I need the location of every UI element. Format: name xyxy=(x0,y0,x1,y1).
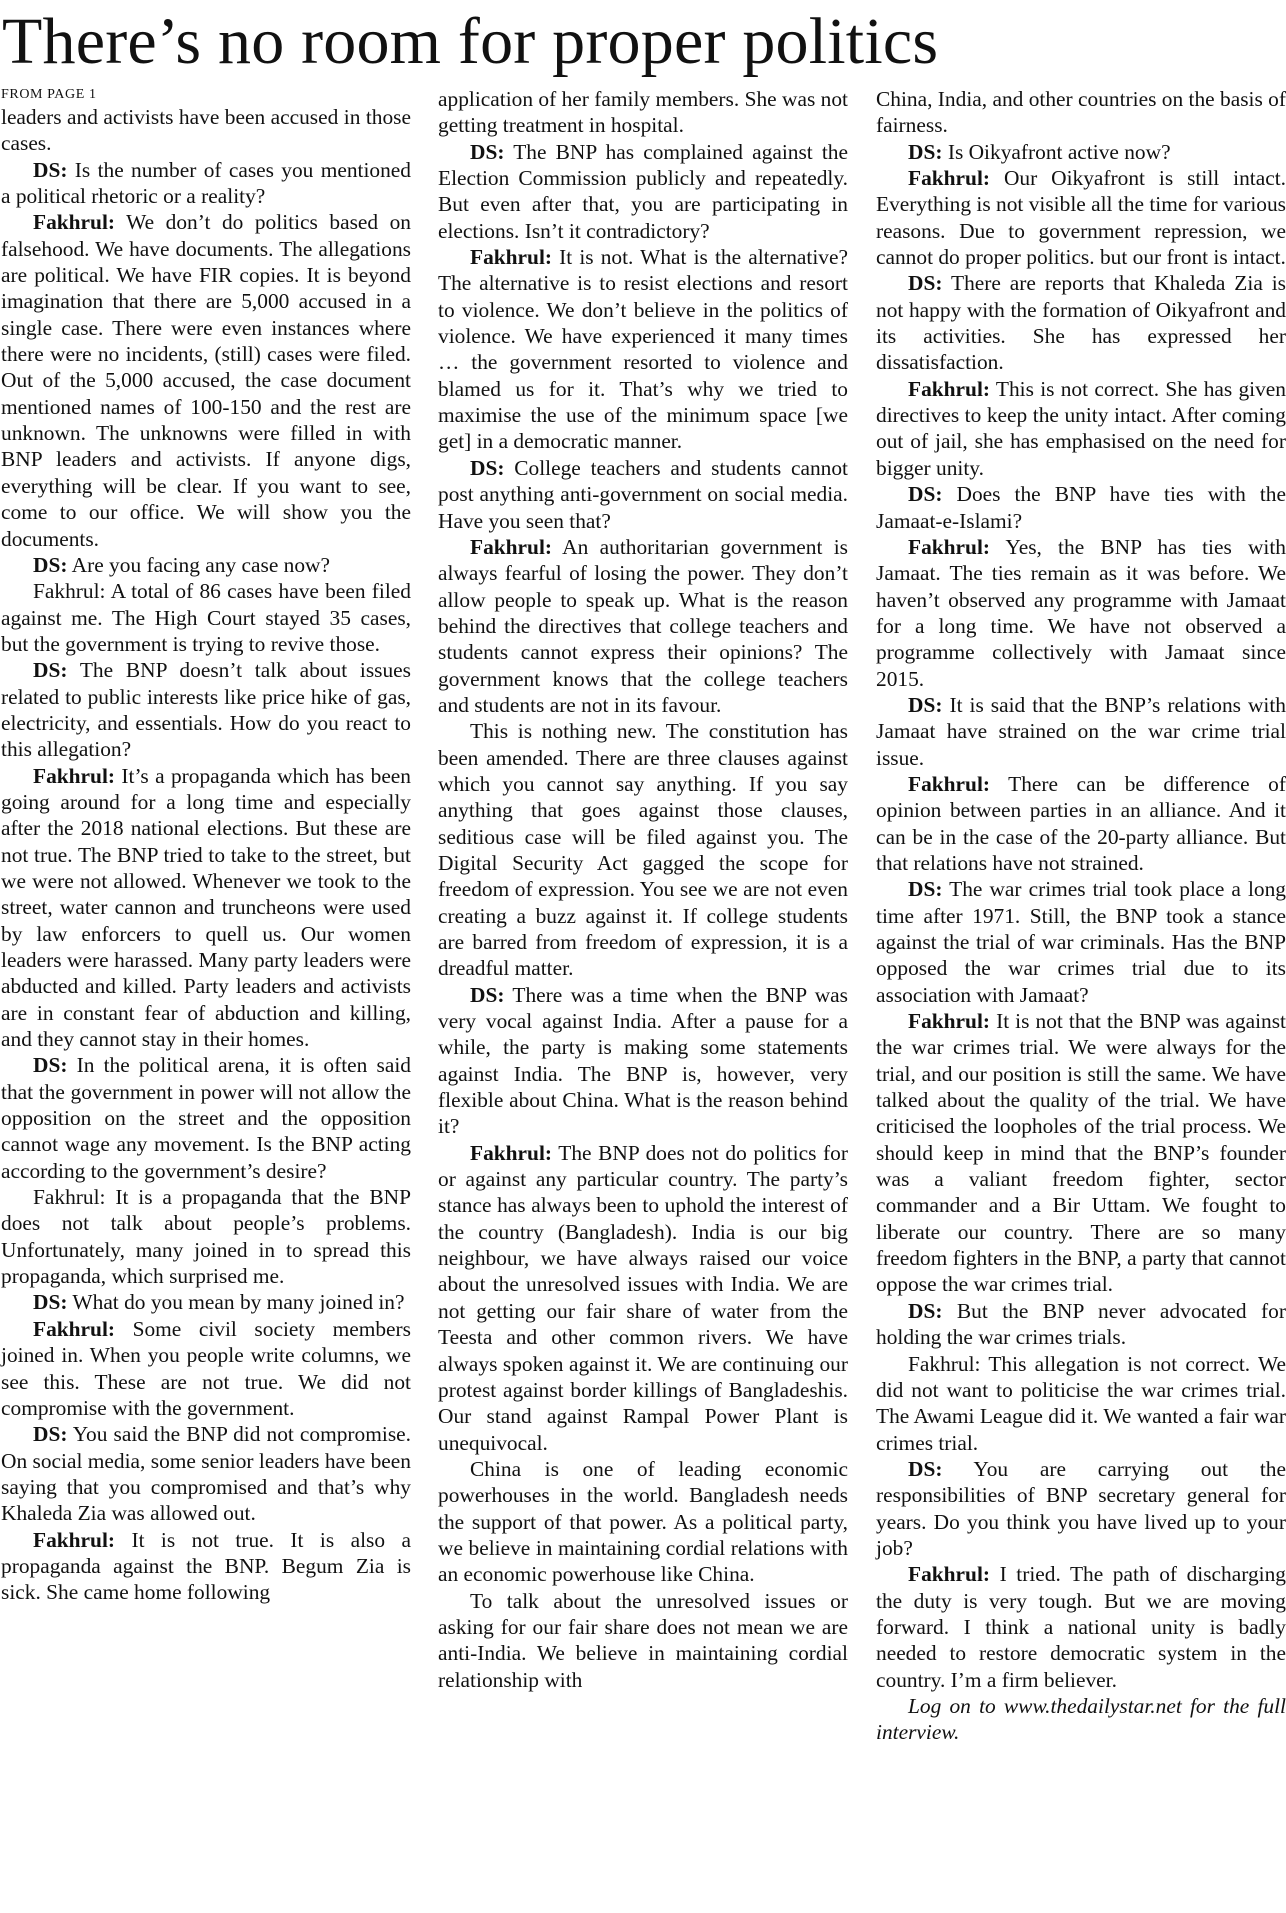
article-paragraph xyxy=(876,876,1286,1008)
speaker-label: Fakhrul: xyxy=(470,1140,553,1165)
paragraph-text: What do you mean by many joined in? xyxy=(67,1290,405,1315)
speaker-label: DS: xyxy=(33,1053,68,1078)
article-paragraph xyxy=(876,139,1286,165)
speaker-label: DS: xyxy=(470,982,505,1007)
speaker-label: Fakhrul: xyxy=(33,210,116,235)
paragraph-text: There was a time when the BNP was very vocal against India. After a pause for a while, the party is making some statements against India. The BNP is, however, very flexible about China. What is the reason behind it? xyxy=(438,982,848,1139)
article-paragraph xyxy=(438,244,848,455)
paragraph-text: China is one of leading economic powerhouses in the world. Bangladesh needs the support of that power. As a political party, we believe in maintaining cordial relations with an economic powerhouse like China. xyxy=(438,1456,848,1587)
paragraph-text: Is Oikyafront active now? xyxy=(942,139,1171,164)
speaker-label: Fakhrul: xyxy=(33,763,116,788)
paragraph-text: Fakhrul: It is a propaganda that the BNP does not talk about people’s problems. Unfortunately, many joined in to spread this propaganda, which surprised me. xyxy=(1,1185,411,1289)
paragraph-text: Is the number of cases you mentioned a political rhetoric or a reality? xyxy=(1,157,411,209)
speaker-label: Fakhrul: xyxy=(908,771,991,796)
speaker-label: DS: xyxy=(470,455,505,480)
article-column-1 xyxy=(1,86,411,1606)
paragraph-text: leaders and activists have been accused in those cases. xyxy=(1,105,411,156)
paragraph-text: application of her family members. She was not getting treatment in hospital. xyxy=(438,87,848,138)
paragraph-text: It is not. What is the alternative? The alternative is to resist elections and resort to violence. We don’t believe in the politics of violence. We have experienced it many times … the government resorted to violence and blamed us for it. That’s why we tried to maximise the use of the minimum space [we get] in a democratic manner. xyxy=(438,245,848,454)
paragraph-text: Some civil society members joined in. When you people write columns, we see this. These are not true. We did not compromise with the government. xyxy=(1,1316,411,1420)
paragraph-text: The BNP does not do politics for or against any particular country. The party’s stance has always been to uphold the interest of the country (Bangladesh). India is our big neighbour, we have always raised our voice about the unresolved issues with India. We are not getting our fair share of water from the Teesta and other common rivers. We have always spoken against it. We are continuing our protest against border killings of Bangladeshis. Our stand against Rampal Power Plant is unequivocal. xyxy=(438,1140,848,1455)
paragraph-text: We don’t do politics based on falsehood. We have documents. The allegations are political. We have FIR copies. It is beyond imagination that there are 5,000 accused in a single case. There were even instances where there were no incidents, (still) cases were filed. Out of the 5,000 accused, the case document mentioned names of 100-150 and the rest are unknown. The unknowns were filled in with BNP leaders and activists. If anyone digs, everything will be clear. If you want to see, come to our office. We will show you the documents. xyxy=(1,210,411,551)
article-paragraph xyxy=(876,1298,1286,1351)
paragraph-text: This is nothing new. The constitution has been amended. There are three clauses against which you cannot say anything. If you say anything that goes against those clauses, seditious case will be filed against you. The Digital Security Act gagged the scope for freedom of expression. You see we are not even creating a buzz against it. If college students are barred from freedom of expression, it is a dreadful matter. xyxy=(438,719,848,981)
speaker-label: DS: xyxy=(908,877,943,902)
paragraph-text: I tried. The path of discharging the duty is very tough. But we are moving forward. I think a national unity is badly needed to restore democratic system in the country. I’m a firm believer. xyxy=(876,1562,1286,1692)
speaker-label: DS: xyxy=(33,552,68,577)
article-paragraph xyxy=(1,578,411,657)
paragraph-text: There can be difference of opinion between parties in an alliance. And it can be in the case of the 20-party alliance. But that relations have not strained. xyxy=(876,771,1286,875)
paragraph-text: China, India, and other countries on the basis of fairness. xyxy=(876,87,1286,138)
paragraph-text: College teachers and students cannot post anything anti-government on social media. Have you seen that? xyxy=(438,455,848,533)
article-paragraph xyxy=(438,455,848,534)
paragraph-text: It is not true. It is also a propaganda against the BNP. Begum Zia is sick. She came home following xyxy=(1,1527,411,1605)
paragraph-text: In the political arena, it is often said that the government in power will not allow the opposition on the street and the opposition cannot wage any movement. Is the BNP acting according to the government’s desire? xyxy=(1,1053,411,1183)
article-paragraph xyxy=(876,771,1286,876)
paragraph-text: You said the BNP did not compromise. On social media, some senior leaders have been saying that you compromised and that’s why Khaleda Zia was allowed out. xyxy=(1,1422,411,1526)
paragraph-text: An authoritarian government is always fearful of losing the power. They don’t allow people to speak up. What is the reason behind the directives that college teachers and students cannot express their opinions? The government knows that the college teachers and students are not in its favour. xyxy=(438,534,848,717)
article-paragraph xyxy=(876,1008,1286,1298)
article-paragraph xyxy=(876,376,1286,481)
article-paragraph xyxy=(1,552,411,578)
article-paragraph xyxy=(876,270,1286,375)
speaker-label: DS: xyxy=(908,271,943,296)
article-paragraph xyxy=(438,534,848,718)
article-paragraph xyxy=(1,657,411,762)
article-paragraph xyxy=(1,763,411,1053)
article-paragraph xyxy=(1,157,411,210)
paragraph-text: There are reports that Khaleda Zia is not happy with the formation of Oikyafront and its activities. She has expressed her dissatisfaction. xyxy=(876,271,1286,375)
paragraph-text: You are carrying out the responsibilities of BNP secretary general for years. Do you think you have lived up to your job? xyxy=(876,1456,1286,1560)
article-paragraph xyxy=(438,1588,848,1693)
paragraph-text: The BNP has complained against the Election Commission publicly and repeatedly. But even after that, you are participating in elections. Isn’t it contradictory? xyxy=(438,139,848,243)
article-paragraph xyxy=(876,1351,1286,1456)
article-paragraph xyxy=(438,86,848,139)
article-paragraph xyxy=(876,534,1286,692)
article-paragraph xyxy=(438,982,848,1140)
article-paragraph xyxy=(1,1421,411,1526)
article-paragraph xyxy=(876,1561,1286,1693)
article-paragraph xyxy=(438,718,848,981)
speaker-label: DS: xyxy=(470,139,505,164)
speaker-label: Fakhrul: xyxy=(470,245,553,270)
article-paragraph xyxy=(876,692,1286,771)
paragraph-text: To talk about the unresolved issues or asking for our fair share does not mean we are anti-India. We believe in maintaining cordial relationship with xyxy=(438,1588,848,1692)
speaker-label: Fakhrul: xyxy=(33,1527,116,1552)
article-paragraph xyxy=(438,1456,848,1588)
paragraph-text: Our Oikyafront is still intact. Everything is not visible all the time for various reasons. Due to government repression, we cannot do proper politics. but our front is intact. xyxy=(876,166,1286,270)
speaker-label: Fakhrul: xyxy=(908,1562,991,1587)
speaker-label: DS: xyxy=(33,658,68,683)
paragraph-text: Yes, the BNP has ties with Jamaat. The ties remain as it was before. We haven’t observed any programme with Jamaat for a long time. We have not observed a programme collectively with Jamaat since 2015. xyxy=(876,534,1286,691)
speaker-label: DS: xyxy=(908,482,943,507)
speaker-label: Fakhrul: xyxy=(908,376,991,401)
page-headline: There’s no room for proper politics xyxy=(2,5,939,78)
paragraph-text: It is said that the BNP’s relations with Jamaat have strained on the war crime trial issue. xyxy=(876,692,1286,770)
article-paragraph xyxy=(1,1316,411,1421)
paragraph-text: Are you facing any case now? xyxy=(67,552,330,577)
paragraph-text: It is not that the BNP was against the war crimes trial. We were always for the trial, and our position is still the same. We have talked about the quality of the trial. We have criticised the loopholes of the trial process. We should keep in mind that the BNP’s founder was a valiant freedom fighter, sector commander and a Bir Uttam. We fought to liberate our country. There are so many freedom fighters in the BNP, a party that cannot oppose the war crimes trial. xyxy=(876,1009,1286,1297)
paragraph-text: The BNP doesn’t talk about issues related to public interests like price hike of gas, electricity, and essentials. How do you react to this allegation? xyxy=(1,658,411,762)
article-paragraph xyxy=(1,1052,411,1184)
paragraph-text: The war crimes trial took place a long time after 1971. Still, the BNP took a stance against the trial of war criminals. Has the BNP opposed the war crimes trial due to its association with Jamaat? xyxy=(876,877,1286,1007)
article-paragraph xyxy=(876,86,1286,139)
article-paragraph xyxy=(876,481,1286,534)
speaker-label: Fakhrul: xyxy=(470,534,553,559)
article-column-2 xyxy=(438,86,848,1693)
speaker-label: DS: xyxy=(33,1290,68,1315)
speaker-label: Fakhrul: xyxy=(908,1009,991,1034)
paragraph-text: It’s a propaganda which has been going around for a long time and especially after the 2018 national elections. But these are not true. The BNP tried to take to the street, but we were not allowed. Whenever we took to the street, water cannon and truncheons were used by law enforcers to quell us. Our women leaders were harassed. Many party leaders were abducted and killed. Party leaders and activists are in constant fear of abduction and killing, and they cannot stay in their homes. xyxy=(1,763,411,1052)
paragraph-text: Fakhrul: A total of 86 cases have been filed against me. The High Court stayed 35 cases, but the government is trying to revive those. xyxy=(1,579,411,656)
article-paragraph xyxy=(1,104,411,157)
article-paragraph xyxy=(438,1140,848,1456)
article-paragraph xyxy=(1,1289,411,1315)
article-paragraph xyxy=(1,209,411,551)
paragraph-text: Fakhrul: This allegation is not correct. We did not want to politicise the war crimes trial. The Awami League did it. We wanted a fair war crimes trial. xyxy=(876,1351,1286,1455)
article-paragraph xyxy=(1,1184,411,1289)
speaker-label: Fakhrul: xyxy=(908,534,991,559)
read-more-footer: Log on to www.thedailystar.net for the full interview. xyxy=(876,1693,1286,1745)
paragraph-text: But the BNP never advocated for holding the war crimes trials. xyxy=(876,1298,1286,1350)
speaker-label: DS: xyxy=(33,1422,68,1447)
speaker-label: DS: xyxy=(908,692,943,717)
speaker-label: DS: xyxy=(908,139,943,164)
speaker-label: Fakhrul: xyxy=(908,166,991,191)
speaker-label: Fakhrul: xyxy=(33,1316,116,1341)
article-paragraph xyxy=(438,139,848,244)
speaker-label: DS: xyxy=(33,157,68,182)
paragraph-text: This is not correct. She has given directives to keep the unity intact. After coming out of jail, she has emphasised on the need for bigger unity. xyxy=(876,376,1286,480)
continued-from-label: FROM PAGE 1 xyxy=(1,87,97,102)
paragraph-text: Does the BNP have ties with the Jamaat-e-Islami? xyxy=(876,482,1286,533)
article-paragraph xyxy=(876,165,1286,270)
article-column-3 xyxy=(876,86,1286,1746)
article-paragraph xyxy=(876,1456,1286,1561)
article-paragraph xyxy=(1,1527,411,1606)
speaker-label: DS: xyxy=(908,1298,943,1323)
speaker-label: DS: xyxy=(908,1456,943,1481)
